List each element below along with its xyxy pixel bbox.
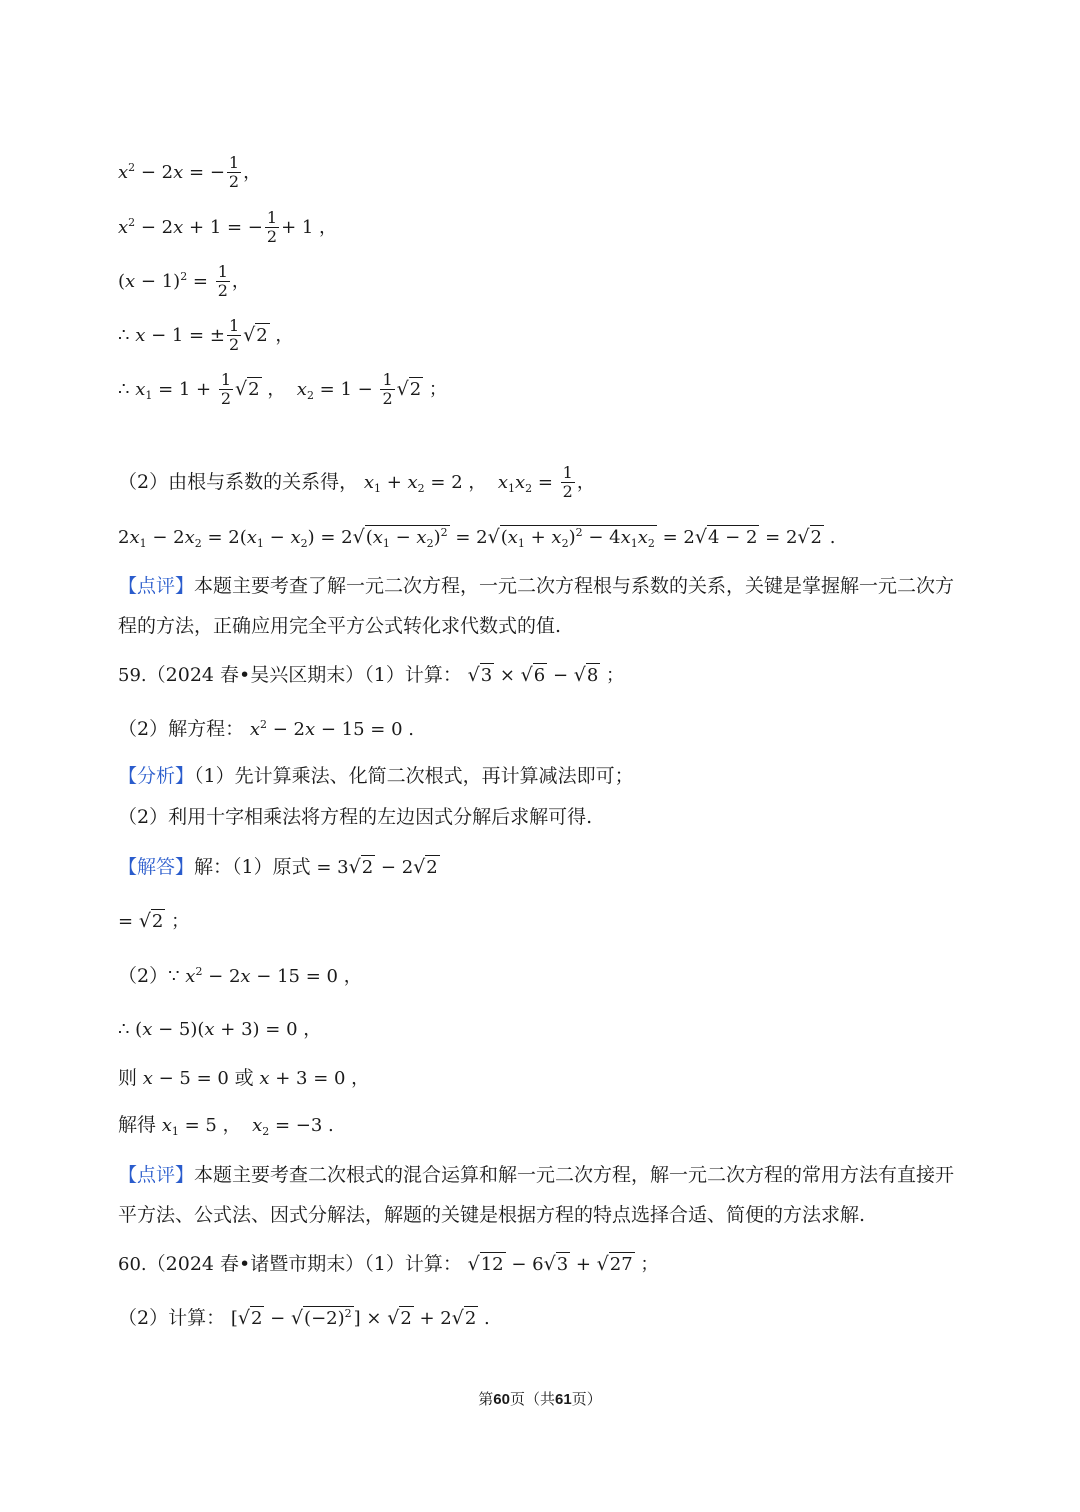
eq-step-1: $x^2 - 2x$ = − $\frac{1}{2}$ ，: [118, 153, 262, 191]
comment-text: 本题主要考查了解一元二次方程，一元二次方程根与系数的关系，关键是掌握解一元二次方程的方法，正确应用完全平方公式转化求代数式的值.: [118, 575, 955, 637]
q59-comment-text: 本题主要考查二次根式的混合运算和解一元二次方程，解一元二次方程的常用方法有直接开平方法、公式法、因式分解法，解题的关键是根据方程的特点选择合适、简便的方法求解.: [118, 1164, 955, 1226]
q59-step-b2: ∴ (x − 5)(x + 3) = 0 ，: [118, 1019, 322, 1040]
q60-source: （2024 春•诸暨市期末）: [146, 1253, 365, 1275]
q59-part1-prefix: （1）计算：: [364, 664, 462, 686]
prev-comment: [118, 566, 968, 646]
total-pages: 61: [555, 1391, 572, 1408]
q59-number: 59.: [118, 665, 147, 686]
q60-part2-prefix: （2）计算：: [118, 1307, 226, 1329]
q59-title: 59.（2024 春•吴兴区期末）（1）计算： √3 × √6 − √8 ；: [118, 664, 625, 686]
prev-part2-line: （2）由根与系数的关系得， $x_1 + x_2 = 2$ ， $x_1x_2$ = $\frac{1}{2}$ ，: [118, 463, 595, 501]
q59-step-b3: 则 x − 5 = 0 或 x + 3 = 0 ，: [118, 1067, 370, 1089]
q60-part2: （2）计算： [$√2 - √(-2)^2$ ] × √2 + 2√2 .: [118, 1307, 490, 1329]
prev-part2-prefix: （2）由根与系数的关系得，: [118, 470, 359, 493]
q59-source: （2024 春•吴兴区期末）: [146, 664, 365, 686]
q59-step-b4: 解得 $x_1 = 5$ ， $x_2 = -3$ .: [118, 1114, 334, 1138]
q59-analysis-2: （2）利用十字相乘法将方程的左边因式分解后求解可得.: [118, 806, 593, 828]
q59-analysis: 【分析】（1）先计算乘法、化简二次根式，再计算减法即可；: [118, 765, 634, 787]
q59-solution-result: = √2 ；: [118, 910, 190, 932]
q60-title: 60.（2024 春•诸暨市期末）（1）计算： √12 − 6√3 + √27 ；: [118, 1253, 659, 1275]
q60-number: 60.: [118, 1254, 147, 1275]
eq-step-3: $(x - 1)^2$ = $\frac{1}{2}$ ，: [118, 262, 250, 300]
q59-comment: [118, 1155, 968, 1235]
q59-part2: （2）解方程： $x^2 - 2x - 15 = 0$ .: [118, 718, 414, 740]
analysis-tag: 【分析】: [118, 765, 195, 787]
solution-tag: 【解答】: [118, 856, 195, 878]
q59-comment-tag: 【点评】: [118, 1164, 195, 1186]
prev-part2-calc: $2x_1 - 2x_2 = 2(x_1 - x_2) = 2√(x_1 - x_2)^2 = 2√(x_1 + x_2)^2 - 4x_1x_2 = 2√4 - 2 = 2√2$ .: [118, 526, 836, 550]
page-footer: 第60页（共61页）: [478, 1390, 602, 1408]
eq-step-4: ∴ x − 1 = ± $\frac{1}{2}$ √2 ，: [118, 316, 294, 354]
q59-step-b1: （2）∵ $x^2 - 2x - 15 = 0$ ，: [118, 965, 362, 987]
q59-part2-prefix: （2）解方程：: [118, 718, 245, 740]
eq-step-5: ∴ $x_1 = 1$ + $\frac{1}{2}$ √2 ， $x_2 = 1$ − $\frac{1}{2}$ √2 ；: [118, 370, 447, 408]
q60-part1-prefix: （1）计算：: [364, 1253, 462, 1275]
eq-step-2: $x^2 - 2x + 1$ = − $\frac{1}{2}$ + 1 ，: [118, 208, 338, 246]
q59-solution: 【解答】解：（1）原式 = 3√2 − 2√2: [118, 856, 438, 878]
current-page: 60: [493, 1391, 510, 1408]
comment-tag: 【点评】: [118, 575, 195, 597]
